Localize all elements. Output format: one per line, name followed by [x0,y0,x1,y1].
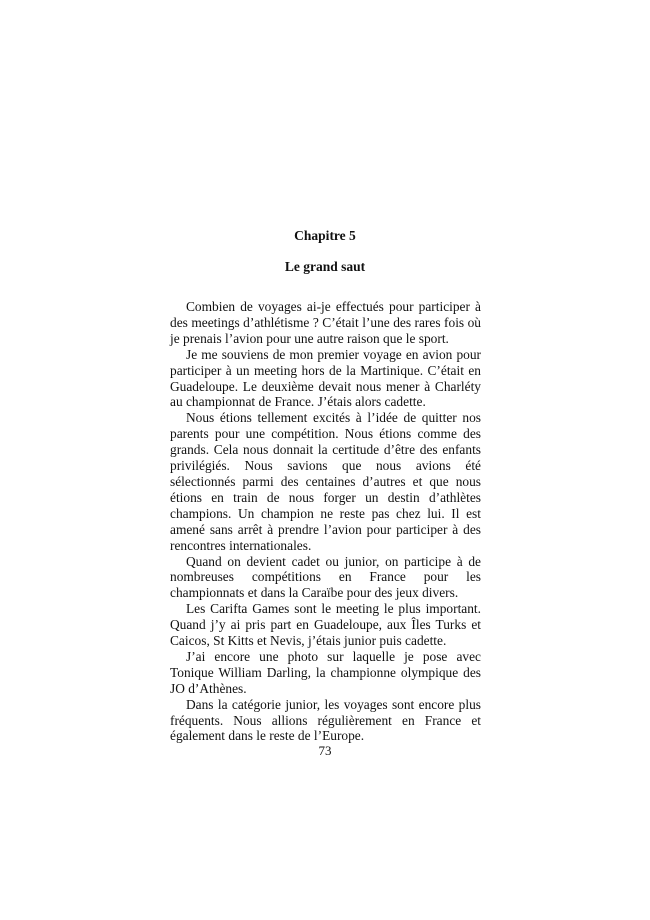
page-number: 73 [318,743,332,758]
paragraph: Nous étions tellement excités à l’idée de quitter nos parents pour une compétition. Nous étions comme des grands. Cela nous donnait la certitude d’être des enfants privilégiés. Nous savions que nous avions été sélectionnés parmi des centaines d’autres et que nous étions en train de nous forger un destin d’athlètes champions. Un champion ne reste pas chez lui. Il est amené sans arrêt à prendre l’avion pour participer à des rencontres internationales. [170,410,481,553]
body-text [170,299,481,744]
chapter-title: Le grand saut [284,259,366,274]
paragraph: J’ai encore une photo sur laquelle je pose avec Tonique William Darling, la championne olympique des JO d’Athènes. [170,648,481,696]
paragraph: Combien de voyages ai-je effectués pour participer à des meetings d’athlétisme ? C’était l’une des rares fois où je prenais l’avion pour une autre raison que le sport. [170,299,481,346]
paragraph: Les Carifta Games sont le meeting le plus important. Quand j’y ai pris part en Guadeloupe, aux Îles Turks et Caicos, St Kitts et Nevis, j’étais junior puis cadette. [170,601,481,649]
paragraph: Dans la catégorie junior, les voyages sont encore plus fréquents. Nous allions régulièrement en France et également dans le reste de l’Europe. [170,696,481,744]
chapter-number: Chapitre 5 [294,228,356,243]
paragraph: Je me souviens de mon premier voyage en avion pour participer à un meeting hors de la Martinique. C’était en Guadeloupe. Le deuxième devait nous mener à Charléty au championnat de France. J’étais alors cadette. [170,346,481,410]
paragraph: Quand on devient cadet ou junior, on participe à de nombreuses compétitions en France pour les championnats et dans la Caraïbe pour des jeux divers. [170,553,481,601]
